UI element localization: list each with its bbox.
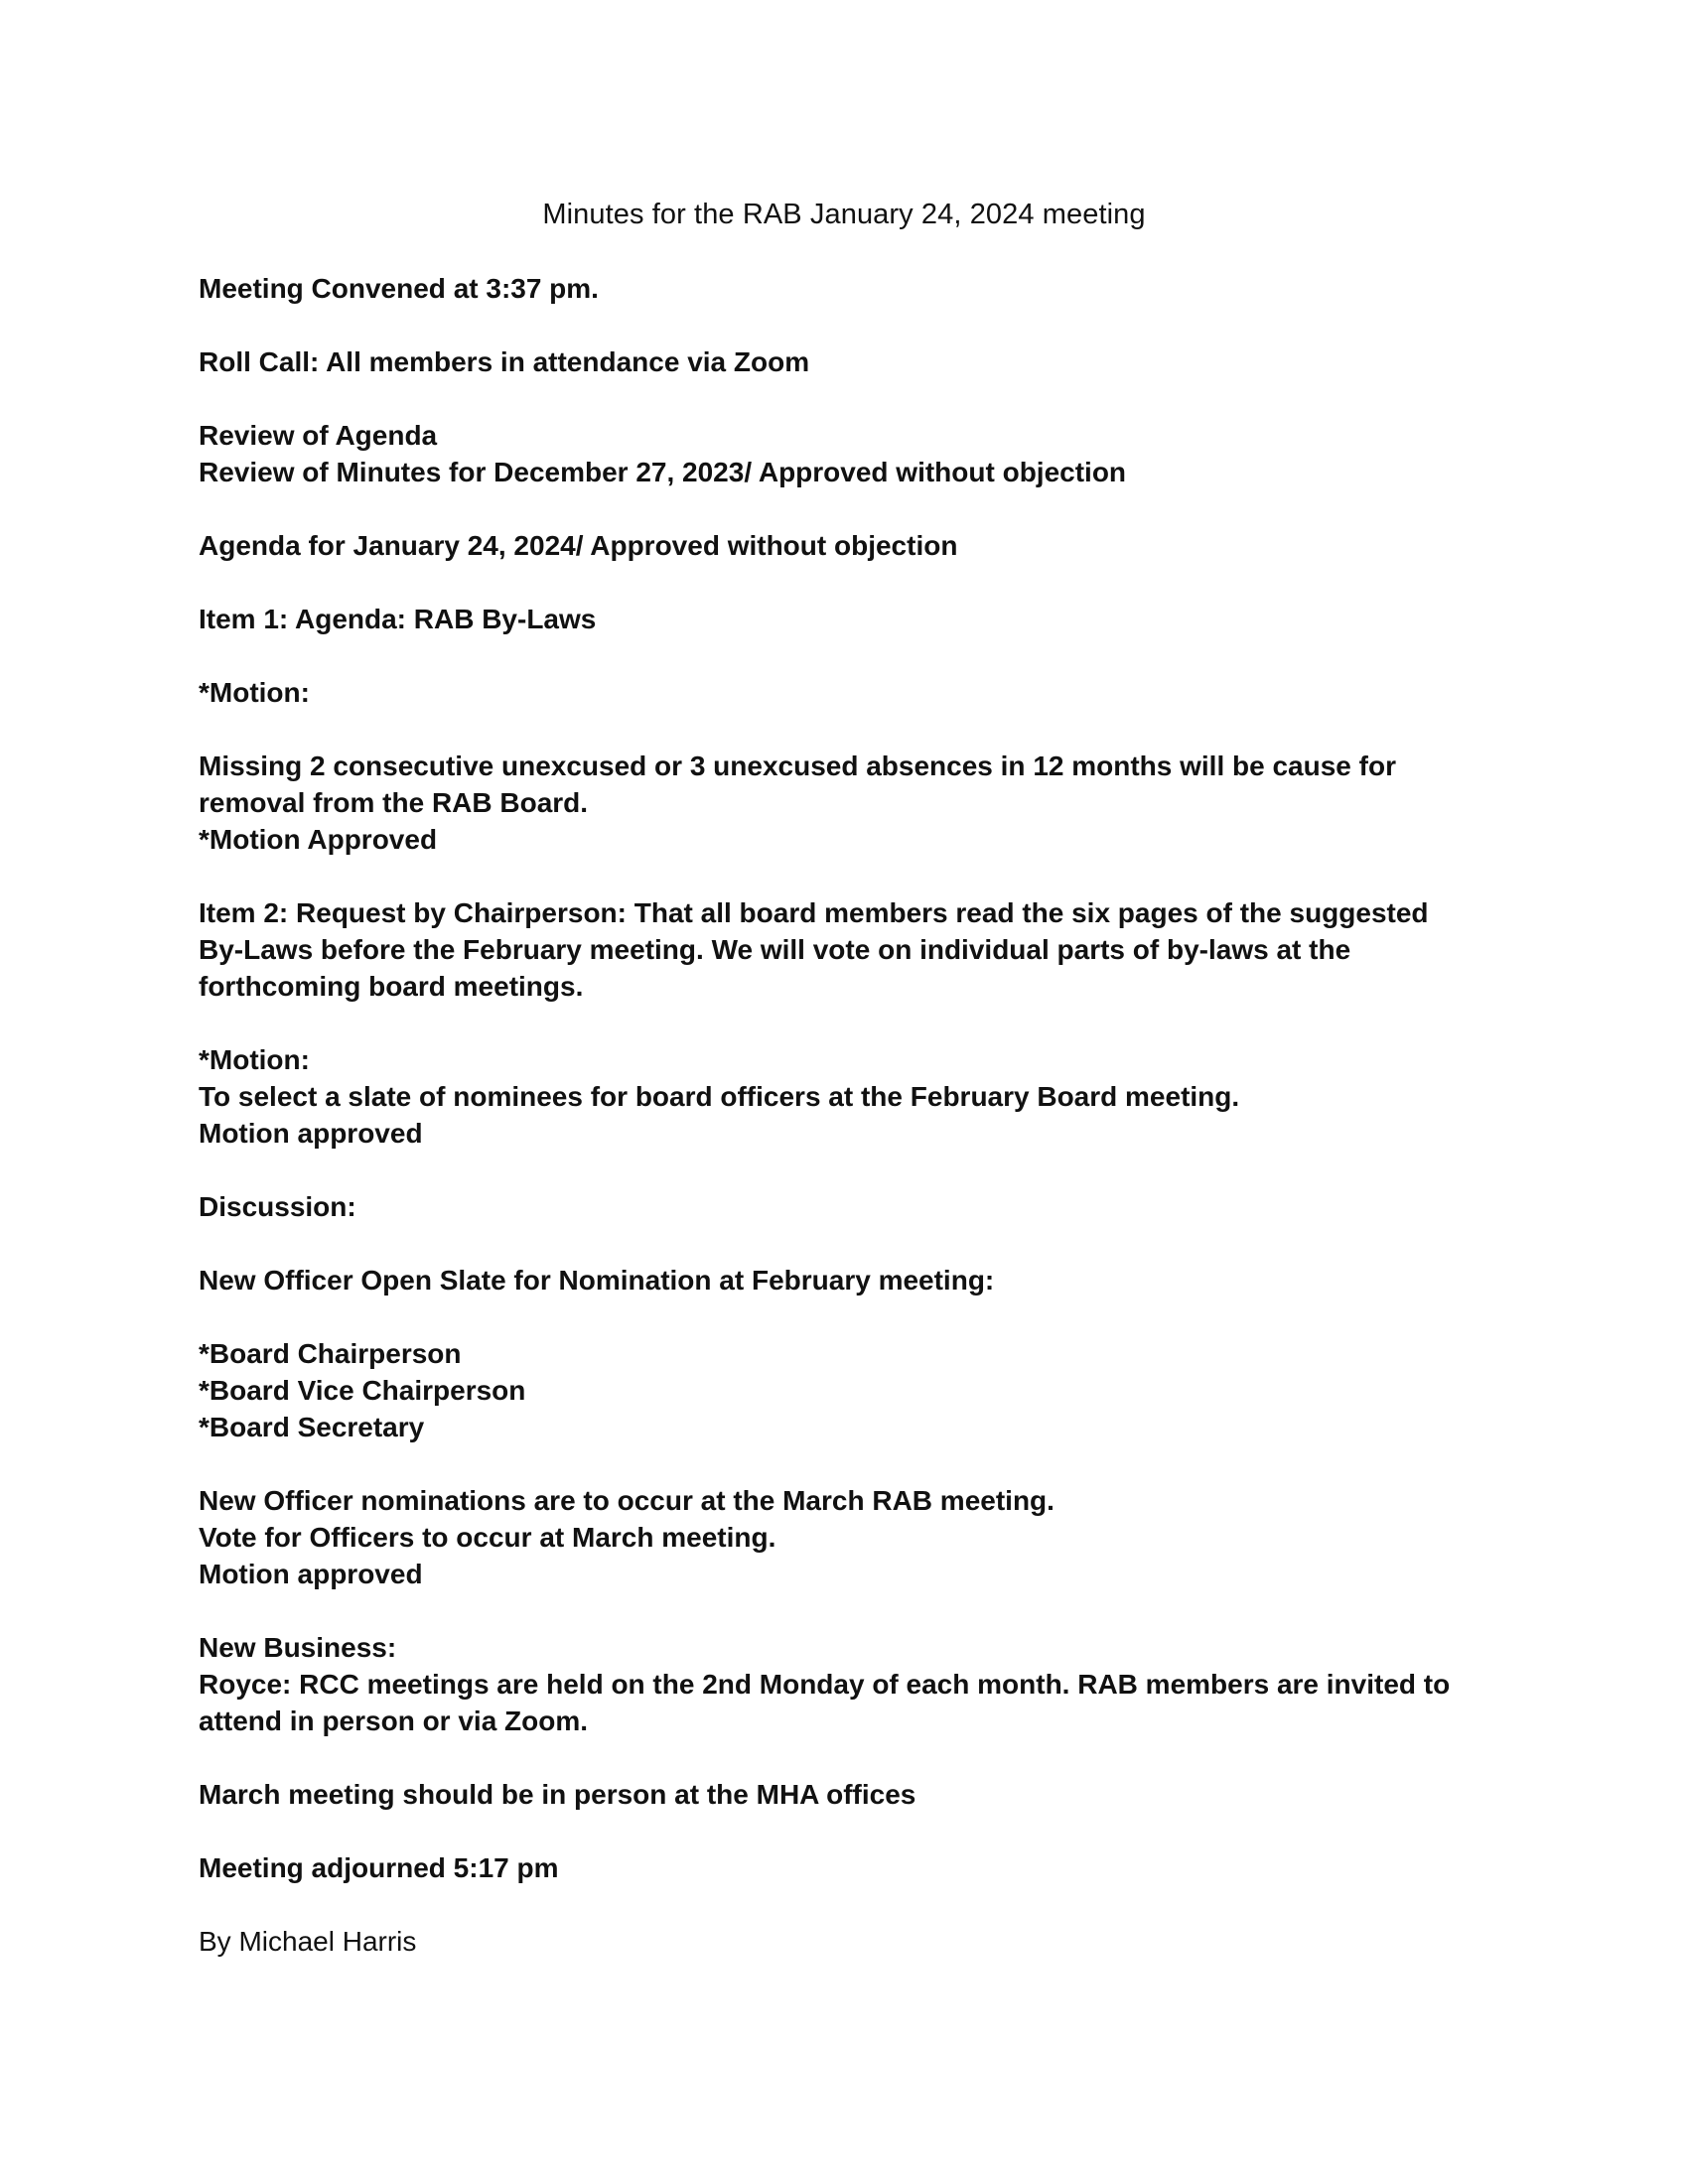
- new-business-text: Royce: RCC meetings are held on the 2nd Monday of each month. RAB members are invited to attend in person or via Zoom.: [199, 1669, 1451, 1736]
- motion2-result: Motion approved: [199, 1118, 423, 1149]
- roll-call-line: Roll Call: All members in attendance via Zoom: [199, 346, 810, 377]
- office-item: *Board Chairperson: [199, 1338, 462, 1369]
- review-agenda-line: Review of Agenda: [199, 420, 438, 451]
- vote-line: Vote for Officers to occur at March meeting.: [199, 1522, 776, 1553]
- motion1-label: *Motion:: [199, 677, 310, 708]
- page-title: Minutes for the RAB January 24, 2024 meeting: [542, 199, 1146, 230]
- motion2-label: *Motion:: [199, 1044, 310, 1075]
- minutes-body: [199, 270, 1479, 1960]
- discussion-label: Discussion:: [199, 1191, 356, 1222]
- agenda-approved-line: Agenda for January 24, 2024/ Approved without objection: [199, 530, 958, 561]
- new-business-block: [199, 1629, 1479, 1739]
- slate-heading: New Officer Open Slate for Nomination at February meeting:: [199, 1265, 995, 1296]
- motion1-text: Missing 2 consecutive unexcused or 3 unexcused absences in 12 months will be cause for removal from the RAB Board.: [199, 751, 1396, 818]
- convened-line: Meeting Convened at 3:37 pm.: [199, 273, 599, 304]
- office-item: *Board Secretary: [199, 1412, 425, 1442]
- adjourned-line: Meeting adjourned 5:17 pm: [199, 1852, 559, 1883]
- nominations-block: [199, 1482, 1479, 1592]
- item1-line: Item 1: Agenda: RAB By-Laws: [199, 604, 597, 634]
- motion1-block: [199, 748, 1479, 858]
- motion3-result: Motion approved: [199, 1559, 423, 1589]
- motion2-block: [199, 1041, 1479, 1152]
- office-item: *Board Vice Chairperson: [199, 1375, 526, 1406]
- offices-list: [199, 1335, 1479, 1445]
- new-business-label: New Business:: [199, 1632, 397, 1663]
- review-minutes-line: Review of Minutes for December 27, 2023/ Approved without objection: [199, 457, 1127, 487]
- nominations-line: New Officer nominations are to occur at the March RAB meeting.: [199, 1485, 1055, 1516]
- march-meeting-line: March meeting should be in person at the MHA offices: [199, 1779, 916, 1810]
- motion1-result: *Motion Approved: [199, 824, 438, 855]
- author-line: By Michael Harris: [199, 1926, 417, 1957]
- motion2-text: To select a slate of nominees for board officers at the February Board meeting.: [199, 1081, 1240, 1112]
- item2-paragraph: Item 2: Request by Chairperson: That all board members read the six pages of the suggested By-Laws before the February meeting. We will vote on individual parts of by-laws at the forthcoming board meetings.: [199, 897, 1429, 1002]
- review-block: [199, 417, 1479, 490]
